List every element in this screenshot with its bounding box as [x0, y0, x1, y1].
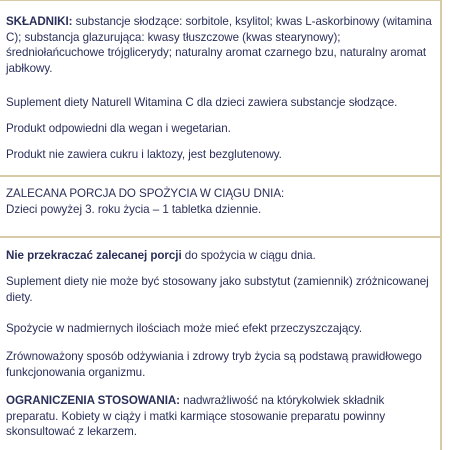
- ingredients-label: SKŁADNIKI:: [6, 15, 73, 28]
- ingredients-section: [6, 14, 434, 76]
- sweeteners-note: [6, 95, 434, 111]
- vegan-text: Produkt odpowiedni dla wegan i wegetarian.: [6, 122, 231, 135]
- dosage-text: Dzieci powyżej 3. roku życia – 1 tabletka dziennie.: [6, 202, 262, 216]
- vegan-note: [6, 121, 434, 137]
- right-border: [440, 0, 442, 450]
- dosage-heading: ZALECANA PORCJA DO SPOŻYCIA W CIĄGU DNIA:: [6, 187, 285, 200]
- restrictions-text: nadwrażliwość na którykolwiek składnik preparatu. Kobiety w ciąży i matki karmiące stosowanie preparatu powinny skonsultować z lekarzem.: [6, 394, 386, 438]
- ingredients-text: substancje słodzące: sorbitole, ksylitol; kwas L-askorbinowy (witamina C); substancja glazurująca: kwasy tłuszczowe (kwas stearynowy); średniołańcuchowe trójglicerydy; naturalny aromat czarnego bzu, naturalny aromat jabłkowy.: [6, 15, 432, 75]
- substitute-text: Suplement diety nie może być stosowany jako substytut (zamiennik) zróżnicowanej diety.: [6, 275, 429, 304]
- restrictions-label: OGRANICZENIA STOSOWANIA:: [6, 394, 180, 407]
- sugar-free-note: [6, 147, 434, 163]
- dosage-section: [6, 186, 434, 217]
- balanced-diet-note: [6, 349, 434, 380]
- top-border: [0, 0, 441, 1]
- substitute-warning: [6, 274, 434, 305]
- ingredients-paragraph: [6, 14, 434, 76]
- section-divider: [0, 236, 441, 238]
- balanced-diet-text: Zrównoważony sposób odżywiania i zdrowy tryb życia są podstawą prawidłowego funkcjonowania organizmu.: [6, 350, 422, 379]
- do-not-exceed-bold: Nie przekraczać zalecanej porcji: [6, 249, 182, 262]
- sugar-free-text: Produkt nie zawiera cukru i laktozy, jest bezglutenowy.: [6, 148, 282, 161]
- restrictions-section: [6, 393, 434, 440]
- do-not-exceed-warning: [6, 248, 434, 264]
- restrictions-paragraph: [6, 393, 434, 440]
- laxative-text: Spożycie w nadmiernych ilościach może mieć efekt przeczyszczający.: [6, 322, 363, 335]
- do-not-exceed-paragraph: [6, 248, 434, 264]
- do-not-exceed-rest: do spożycia w ciągu dnia.: [181, 249, 316, 262]
- sweeteners-text: Suplement diety Naturell Witamina C dla dzieci zawiera substancje słodzące.: [6, 96, 398, 109]
- laxative-warning: [6, 321, 434, 337]
- section-divider: [0, 175, 441, 177]
